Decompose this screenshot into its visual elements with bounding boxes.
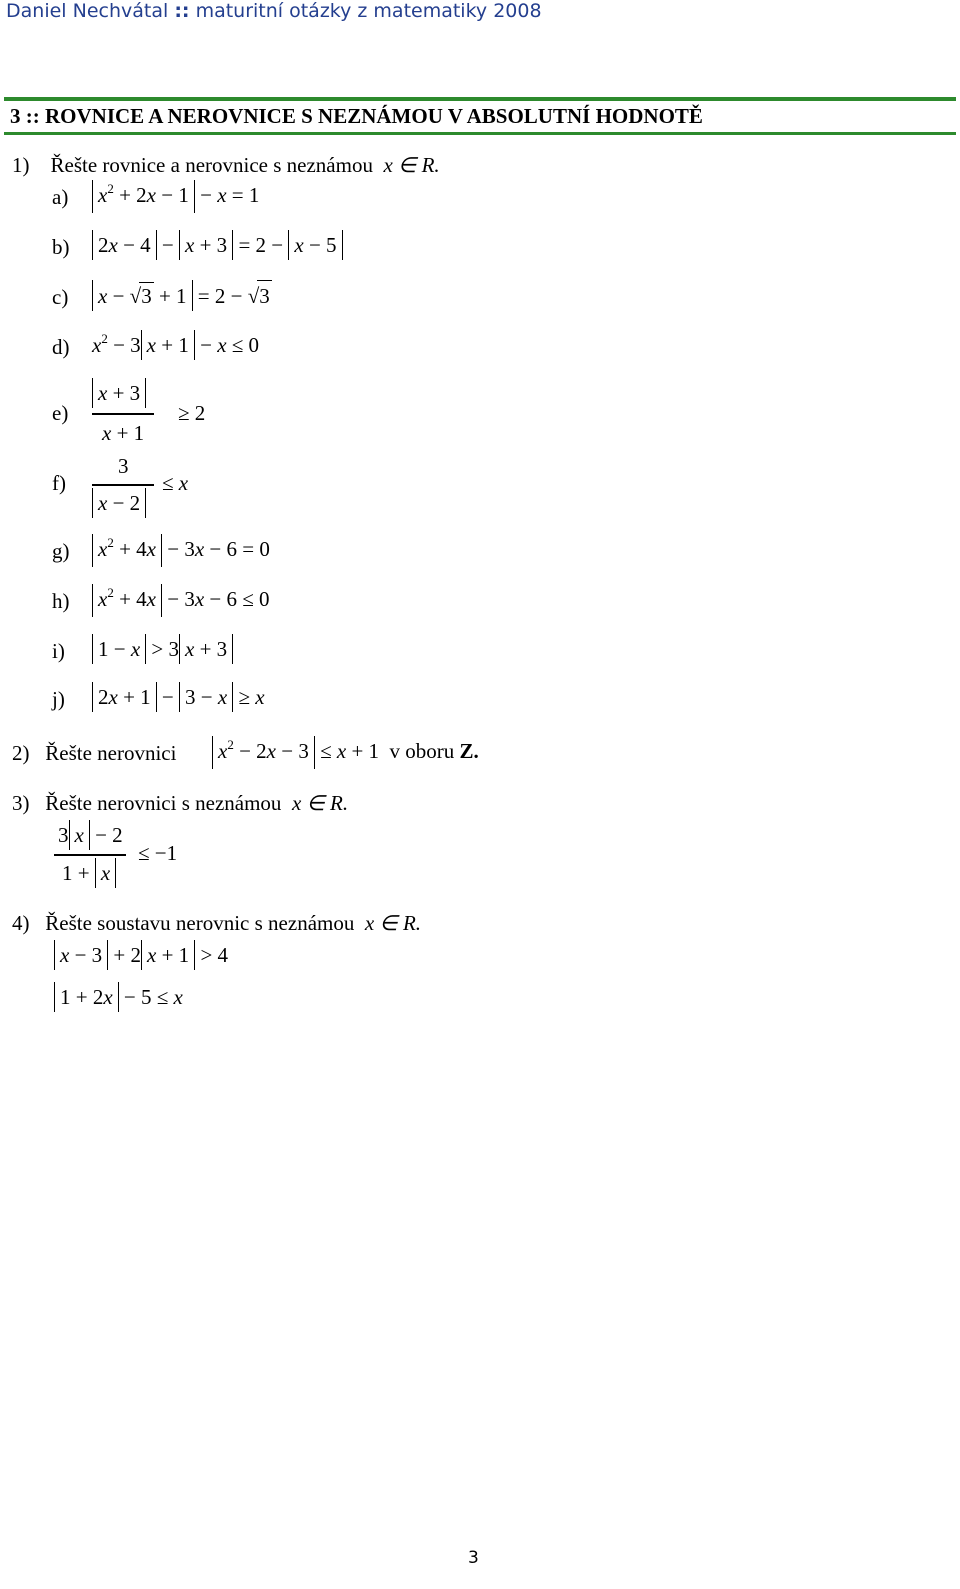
- item-a-label: a): [52, 185, 69, 209]
- task-4-inequality-2: 1 + 2x − 5 ≤ x: [54, 982, 183, 1014]
- item-f-label: f): [52, 471, 66, 495]
- item-d-label: d): [52, 335, 70, 359]
- page-number: 3: [468, 1548, 479, 1568]
- page-header: [6, 0, 542, 22]
- item-i-expr: 1 − x > 3 x + 3: [92, 634, 233, 666]
- item-c-label: c): [52, 285, 69, 309]
- item-b-expr: 2x − 4 − x + 3 = 2 − x − 5: [92, 230, 343, 262]
- item-e-rhs: ≥ 2: [178, 401, 206, 425]
- task-2-expr: $x^2 - 2x - 3 \le x + 1$ v oboru Z.: [212, 736, 479, 768]
- item-b-label: b): [52, 235, 70, 259]
- header-subtitle: maturitní otázky z matematiky 2008: [195, 0, 542, 22]
- item-h-expr: $x^2 + 4x - 3x - 6 \le 0$: [92, 584, 270, 616]
- task-1-domain: x ∈ R.: [383, 153, 440, 177]
- item-h-label: h): [52, 589, 70, 613]
- item-e-label: e): [52, 401, 69, 425]
- task-3-heading: 3) Řešte nerovnici s neznámou x ∈ R.: [12, 791, 349, 815]
- item-g-expr: $x^2 + 4x - 3x - 6 = 0$: [92, 534, 270, 566]
- item-d-expr: $x^2 - 3$ x + 1 − x ≤ 0: [92, 330, 259, 362]
- task-2-set: Z.: [459, 739, 479, 763]
- item-g-label: g): [52, 539, 70, 563]
- title-rule-top: [4, 97, 956, 101]
- item-j-label: j): [52, 687, 65, 711]
- item-c-expr: x − √3 + 1 = 2 − √3: [92, 280, 272, 312]
- title-rule-bottom: [4, 132, 956, 135]
- item-a-expr: $x^2 + 2x - 1 - x = 1$: [92, 180, 259, 212]
- task-3-rhs: ≤ −1: [138, 841, 178, 865]
- item-i-label: i): [52, 639, 65, 663]
- task-4-heading: 4) Řešte soustavu nerovnic s neznámou x ∈ R.: [12, 911, 422, 935]
- header-author: Daniel Nechvátal: [6, 0, 169, 22]
- item-j-expr: 2x + 1 − 3 − x ≥ x: [92, 682, 265, 714]
- header-separator: ::: [174, 0, 190, 22]
- task-1-heading: 1) Řešte rovnice a nerovnice s neznámou x ∈ R.: [12, 153, 440, 177]
- task-2-heading: 2) Řešte nerovnici: [12, 741, 177, 765]
- task-4-inequality-1: x − 3 + 2 x + 1 > 4: [54, 940, 228, 972]
- section-title: 3 :: ROVNICE A NEROVNICE S NEZNÁMOU V ABSOLUTNÍ HODNOTĚ: [10, 104, 703, 128]
